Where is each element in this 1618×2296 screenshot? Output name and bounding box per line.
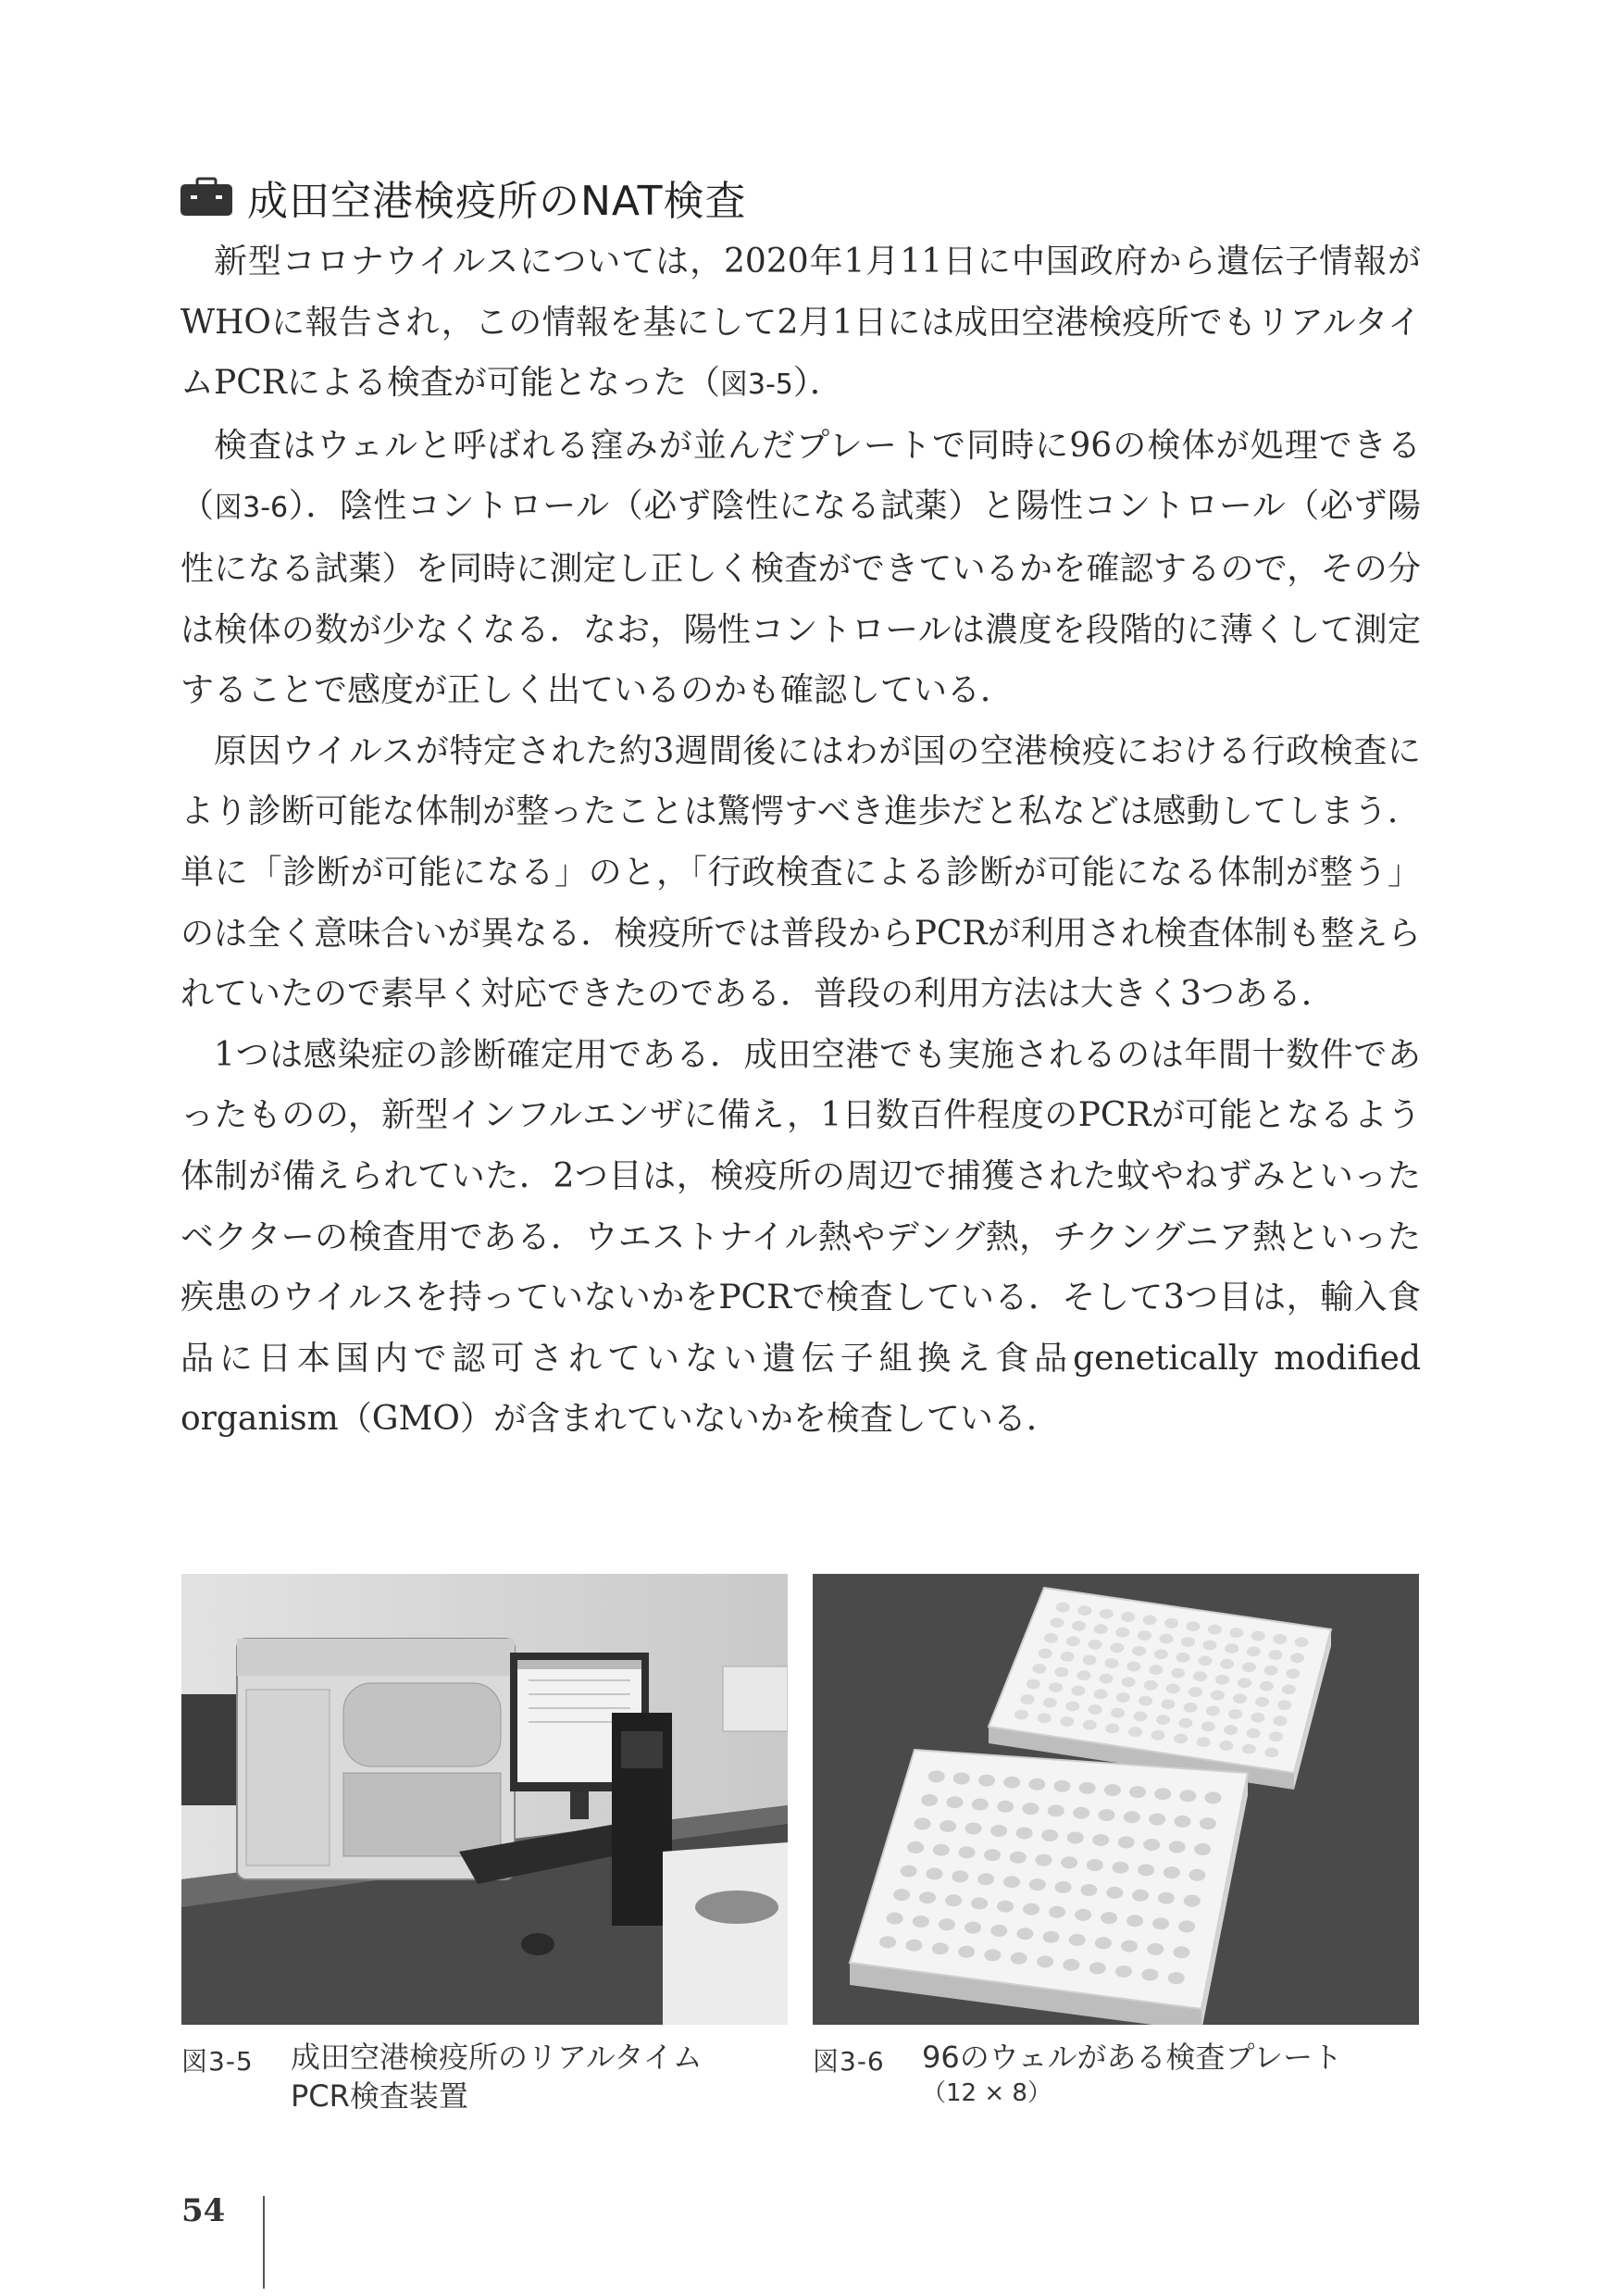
- figure-3-6-caption: [813, 2038, 1419, 2110]
- figure-ref-3-5: 図3-5: [719, 368, 793, 402]
- caption-line-1: 96のウェルがある検査プレート: [922, 2040, 1343, 2075]
- figure-label: 図3-5: [181, 2046, 254, 2077]
- section-heading: [179, 168, 746, 226]
- well-plate-photo: [813, 1574, 1419, 2025]
- paragraph-2: 検査はウェルと呼ばれる窪みが並んだプレートで同時に96の検体が処理できる（図3-6）．陰性コントロール（必ず陰性になる試薬）と陽性コントロール（必ず陽性になる試薬）を同時に測定し正しく検査ができているかを確認するので，その分は検体の数が少なくなる．なお，陽性コントロールは濃度を段階的に薄くして測定することで感度が正しく出ているのかも確認している．: [180, 426, 1422, 710]
- body-text: [180, 231, 1421, 1450]
- page-divider: [263, 2196, 265, 2289]
- page-number: 54: [181, 2192, 226, 2229]
- paragraph-3: 原因ウイルスが特定された約3週間後にはわが国の空港検疫における行政検査により診断可能な体制が整ったことは驚愕すべき進歩だと私などは感動してしまう．単に「診断が可能になる」のと，「行政検査による診断が可能になる体制が整う」のは全く意味合いが異なる．検疫所では普段からPCRが利用され検査体制も整えられていたので素早く対応できたのである．普段の利用方法は大きく3つある．: [180, 731, 1421, 1014]
- caption-line-2: PCR検査装置: [291, 2078, 468, 2114]
- figure-3-5-caption: [181, 2038, 788, 2115]
- paragraph-4: 1つは感染症の診断確定用である．成田空港でも実施されるのは年間十数件であったものの，新型インフルエンザに備え，1日数百件程度のPCRが可能となるよう体制が備えられていた．2つ目は，検疫所の周辺で捕獲された蚊やねずみといったベクターの検査用である．ウエストナイル熱やデング熱，チクングニア熱といった疾患のウイルスを持っていないかをPCRで検査している．そして3つ目は，輸入食品に日本国内で認可されていない遺伝子組換え食品genetically modified organism（GMO）が含まれていないかを検査している．: [180, 1035, 1421, 1439]
- figure-ref-3-6: 図3-6: [214, 492, 289, 525]
- briefcase-icon: [179, 177, 234, 218]
- paragraph-1: 新型コロナウイルスについては，2020年1月11日に中国政府から遺伝子情報がWHOに報告され，この情報を基にして2月1日には成田空港検疫所でもリアルタイムPCRによる検査が可能となった（図3-5）．: [180, 243, 1421, 403]
- figure-label: 図3-6: [813, 2046, 885, 2077]
- caption-line-1: 成田空港検疫所のリアルタイム: [291, 2040, 703, 2075]
- caption-note: （12 × 8）: [922, 2079, 1052, 2107]
- pcr-device-photo: [181, 1574, 788, 2025]
- figure-3-5: [181, 1574, 788, 2115]
- section-title: 成田空港検疫所のNAT検査: [247, 178, 747, 225]
- figure-3-6: [813, 1574, 1419, 2110]
